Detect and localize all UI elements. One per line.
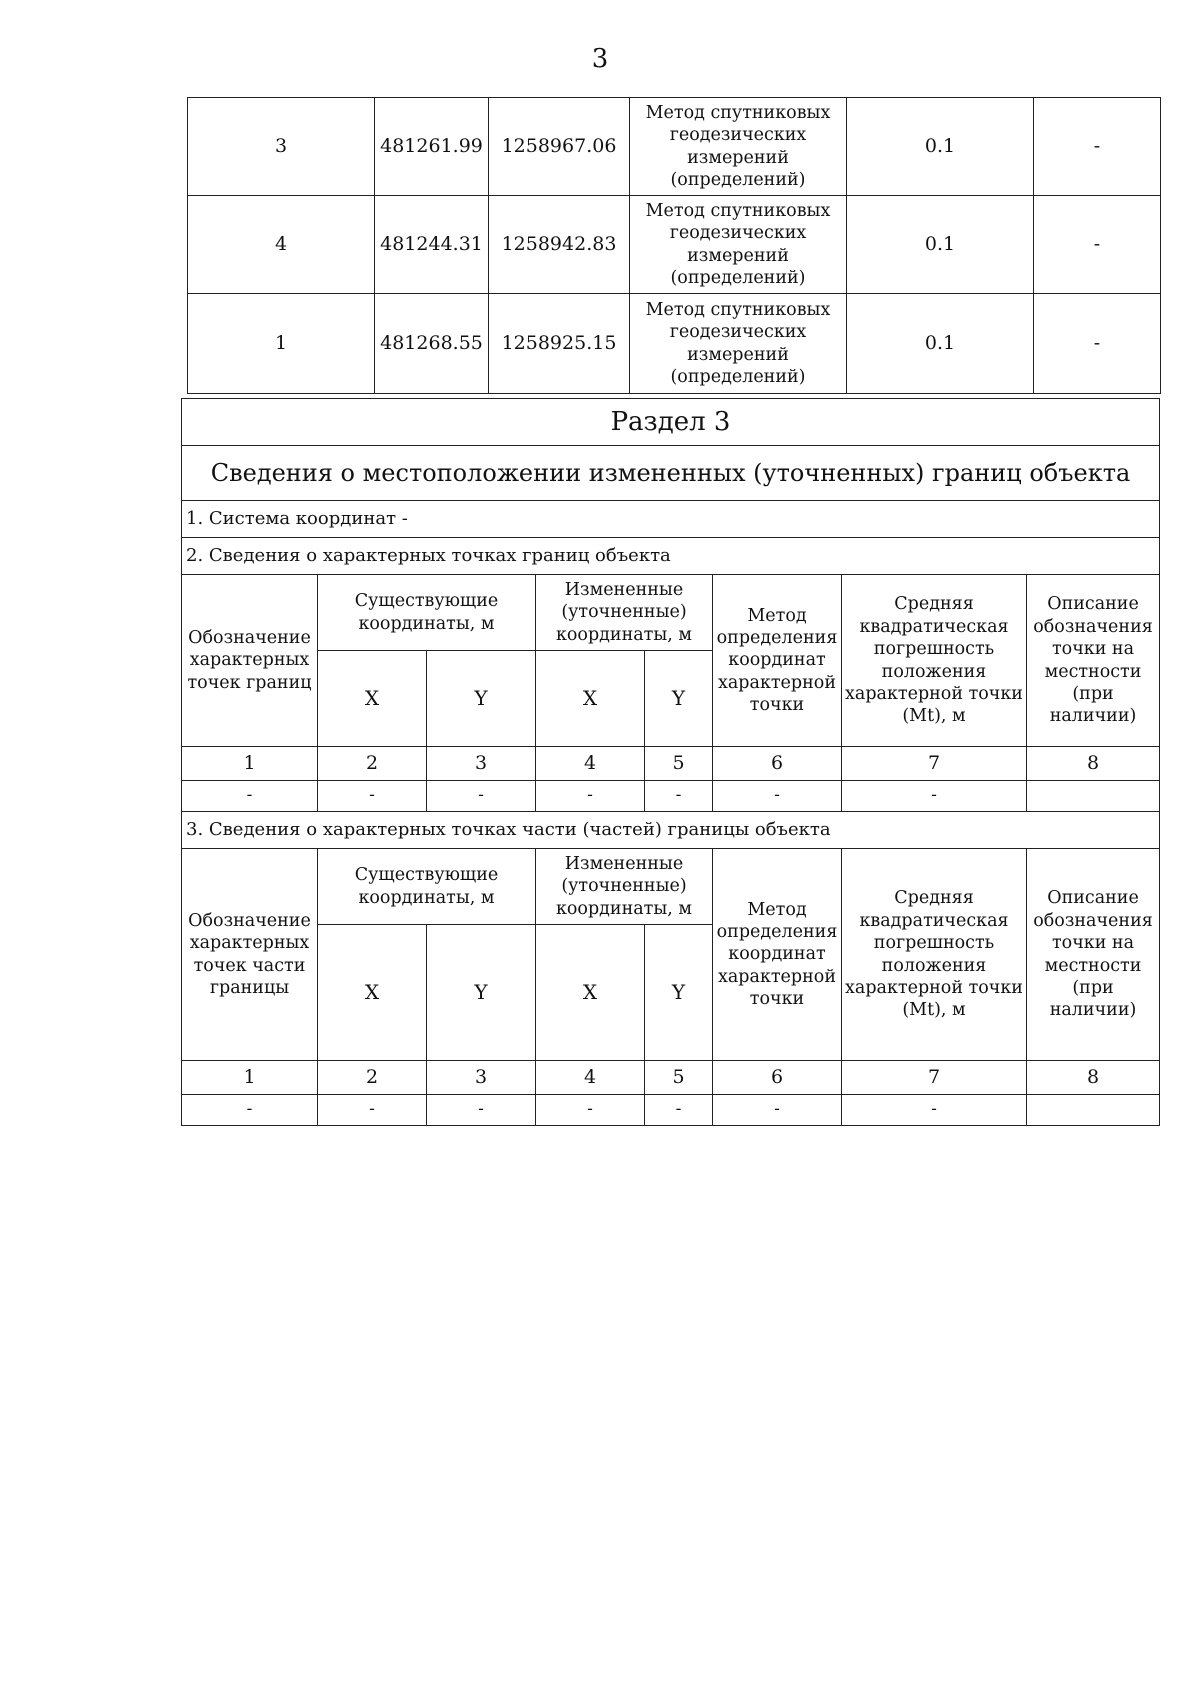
column-number: 7	[842, 747, 1027, 781]
column-number: 5	[645, 1061, 713, 1095]
header-existing-coords: Существующие координаты, м	[318, 575, 536, 651]
point-id: 4	[188, 196, 375, 294]
header-changed-coords: Измененные (уточненные) координаты, м	[536, 849, 713, 925]
block-caption: 3. Сведения о характерных точках части (частей) границы объекта	[182, 812, 1160, 849]
header-accuracy: Средняя квадратическая погрешность положения характерной точки (Mt), м	[842, 849, 1027, 1061]
accuracy: 0.1	[847, 294, 1034, 394]
data-cell: -	[318, 781, 427, 812]
column-number: 3	[427, 1061, 536, 1095]
coordinate-system: 1. Система координат -	[182, 501, 1160, 538]
coord-y: 1258942.83	[489, 196, 630, 294]
data-cell: -	[536, 781, 645, 812]
method: Метод спутниковых геодезических измерений (определений)	[630, 196, 847, 294]
column-number: 8	[1027, 747, 1160, 781]
header-points: Обозначение характерных точек части границы	[182, 849, 318, 1061]
data-cell: -	[645, 781, 713, 812]
header-changed-coords: Измененные (уточненные) координаты, м	[536, 575, 713, 651]
method: Метод спутниковых геодезических измерений (определений)	[630, 98, 847, 196]
coordinates-table	[187, 97, 1161, 394]
header-y: Y	[645, 651, 713, 747]
column-number: 6	[713, 747, 842, 781]
accuracy: 0.1	[847, 196, 1034, 294]
data-cell: -	[427, 1095, 536, 1126]
header-description: Описание обозначения точки на местности (при наличии)	[1027, 849, 1160, 1061]
column-number: 2	[318, 747, 427, 781]
coord-y: 1258925.15	[489, 294, 630, 394]
column-number: 1	[182, 747, 318, 781]
method: Метод спутниковых геодезических измерений (определений)	[630, 294, 847, 394]
column-number: 8	[1027, 1061, 1160, 1095]
header-x: X	[536, 651, 645, 747]
data-cell: -	[318, 1095, 427, 1126]
block-2	[182, 538, 1160, 812]
column-number: 7	[842, 1061, 1027, 1095]
data-cell: -	[842, 781, 1027, 812]
data-cell: -	[713, 1095, 842, 1126]
header-x: X	[318, 651, 427, 747]
header-y: Y	[427, 651, 536, 747]
section-heading: Раздел 3	[182, 399, 1160, 446]
description: -	[1034, 294, 1161, 394]
header-method: Метод определения координат характерной точки	[713, 575, 842, 747]
data-cell	[1027, 781, 1160, 812]
description: -	[1034, 98, 1161, 196]
data-cell: -	[427, 781, 536, 812]
accuracy: 0.1	[847, 98, 1034, 196]
block-caption: 2. Сведения о характерных точках границ объекта	[182, 538, 1160, 575]
coord-x: 481268.55	[375, 294, 489, 394]
column-number: 4	[536, 747, 645, 781]
column-number: 2	[318, 1061, 427, 1095]
block-3	[182, 812, 1160, 1126]
point-row	[188, 98, 1161, 196]
header-description: Описание обозначения точки на местности (при наличии)	[1027, 575, 1160, 747]
coord-y: 1258967.06	[489, 98, 630, 196]
coord-x: 481261.99	[375, 98, 489, 196]
data-cell: -	[645, 1095, 713, 1126]
data-cell: -	[182, 1095, 318, 1126]
header-existing-coords: Существующие координаты, м	[318, 849, 536, 925]
data-cell: -	[182, 781, 318, 812]
section-title: Сведения о местоположении измененных (уточненных) границ объекта	[182, 446, 1160, 501]
header-y: Y	[645, 925, 713, 1061]
column-number: 5	[645, 747, 713, 781]
data-cell	[1027, 1095, 1160, 1126]
description: -	[1034, 196, 1161, 294]
column-number: 6	[713, 1061, 842, 1095]
point-row	[188, 294, 1161, 394]
header-points: Обозначение характерных точек границ	[182, 575, 318, 747]
point-id: 1	[188, 294, 375, 394]
header-x: X	[318, 925, 427, 1061]
column-number: 4	[536, 1061, 645, 1095]
header-accuracy: Средняя квадратическая погрешность положения характерной точки (Mt), м	[842, 575, 1027, 747]
section-3-table	[181, 398, 1160, 1126]
point-id: 3	[188, 98, 375, 196]
header-y: Y	[427, 925, 536, 1061]
header-x: X	[536, 925, 645, 1061]
column-number: 1	[182, 1061, 318, 1095]
column-number: 3	[427, 747, 536, 781]
header-method: Метод определения координат характерной точки	[713, 849, 842, 1061]
data-cell: -	[713, 781, 842, 812]
coord-x: 481244.31	[375, 196, 489, 294]
data-cell: -	[536, 1095, 645, 1126]
page-number: 3	[591, 44, 609, 74]
data-cell: -	[842, 1095, 1027, 1126]
point-row	[188, 196, 1161, 294]
